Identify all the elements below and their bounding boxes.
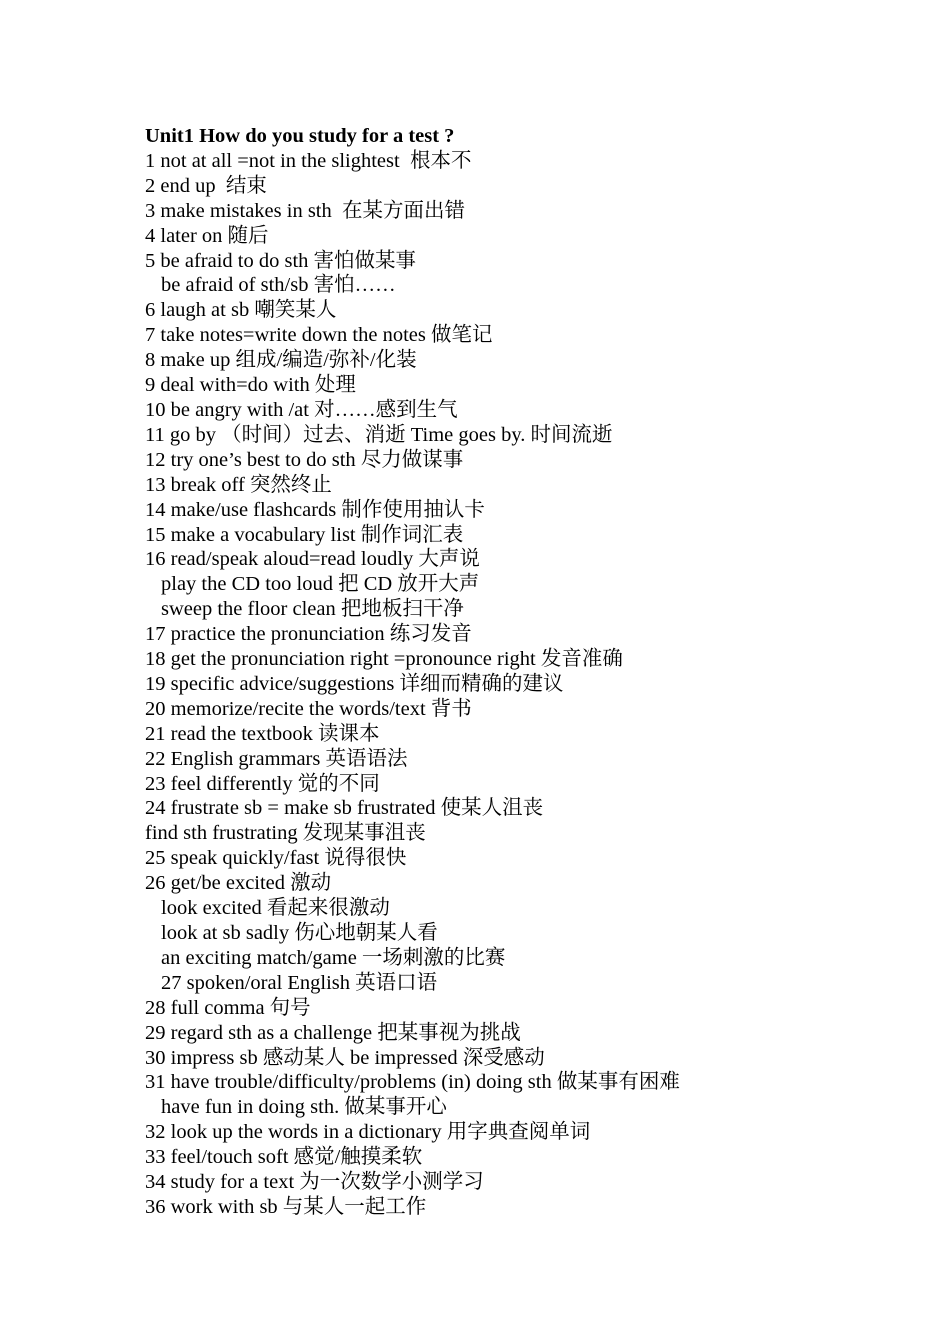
- phrase-line: 20 memorize/recite the words/text 背书: [145, 697, 472, 720]
- phrase-line: 4 later on 随后: [145, 224, 269, 247]
- phrase-line: have fun in doing sth. 做某事开心: [161, 1096, 447, 1119]
- phrase-line: 17 practice the pronunciation 练习发音: [145, 623, 472, 646]
- phrase-line: 18 get the pronunciation right =pronounce right 发音准确: [145, 648, 623, 671]
- phrase-line: look excited 看起来很激动: [161, 897, 390, 920]
- phrase-line: 8 make up 组成/编造/弥补/化装: [145, 349, 417, 372]
- phrase-list: [145, 149, 905, 1220]
- phrase-line: 30 impress sb 感动某人 be impressed 深受感动: [145, 1046, 545, 1069]
- phrase-line: 15 make a vocabulary list 制作词汇表: [145, 523, 464, 546]
- phrase-line: 34 study for a text 为一次数学小测学习: [145, 1171, 484, 1194]
- phrase-line: 12 try one’s best to do sth 尽力做谋事: [145, 448, 464, 471]
- phrase-line: 25 speak quickly/fast 说得很快: [145, 847, 407, 870]
- document-title: Unit1 How do you study for a test ?: [145, 125, 455, 147]
- phrase-line: 9 deal with=do with 处理: [145, 374, 356, 397]
- phrase-line: find sth frustrating 发现某事沮丧: [145, 822, 426, 845]
- phrase-line: 24 frustrate sb = make sb frustrated 使某人沮丧: [145, 797, 544, 820]
- phrase-line: 22 English grammars 英语语法: [145, 747, 408, 770]
- phrase-line: 10 be angry with /at 对……感到生气: [145, 398, 458, 421]
- phrase-line: 31 have trouble/difficulty/problems (in) doing sth 做某事有困难: [145, 1071, 680, 1094]
- phrase-line: 14 make/use flashcards 制作使用抽认卡: [145, 498, 485, 521]
- phrase-line: 32 look up the words in a dictionary 用字典查阅单词: [145, 1121, 591, 1144]
- phrase-line: 16 read/speak aloud=read loudly 大声说: [145, 548, 480, 571]
- phrase-line: 26 get/be excited 激动: [145, 872, 332, 895]
- phrase-line: sweep the floor clean 把地板扫干净: [161, 598, 464, 621]
- phrase-line: 36 work with sb 与某人一起工作: [145, 1195, 427, 1218]
- phrase-line: play the CD too loud 把 CD 放开大声: [161, 573, 480, 596]
- phrase-line: 5 be afraid to do sth 害怕做某事: [145, 249, 417, 272]
- phrase-line: 27 spoken/oral English 英语口语: [161, 971, 438, 994]
- phrase-line: 11 go by （时间）过去、消逝 Time goes by. 时间流逝: [145, 423, 613, 446]
- phrase-line: 6 laugh at sb 嘲笑某人: [145, 299, 337, 322]
- phrase-line: 3 make mistakes in sth 在某方面出错: [145, 199, 466, 222]
- phrase-line: 23 feel differently 觉的不同: [145, 772, 380, 795]
- phrase-line: 7 take notes=write down the notes 做笔记: [145, 324, 493, 347]
- phrase-line: 33 feel/touch soft 感觉/触摸柔软: [145, 1146, 423, 1169]
- phrase-line: 1 not at all =not in the slightest 根本不: [145, 149, 472, 172]
- phrase-line: 28 full comma 句号: [145, 996, 311, 1019]
- phrase-line: an exciting match/game 一场刺激的比赛: [161, 946, 506, 969]
- phrase-line: look at sb sadly 伤心地朝某人看: [161, 922, 438, 944]
- phrase-line: 13 break off 突然终止: [145, 473, 332, 496]
- phrase-line: 19 specific advice/suggestions 详细而精确的建议: [145, 672, 564, 695]
- phrase-line: be afraid of sth/sb 害怕……: [161, 274, 396, 297]
- document-body: [145, 124, 905, 1220]
- phrase-line: 2 end up 结束: [145, 174, 267, 197]
- phrase-line: 21 read the textbook 读课本: [145, 722, 380, 745]
- phrase-line: 29 regard sth as a challenge 把某事视为挑战: [145, 1021, 521, 1044]
